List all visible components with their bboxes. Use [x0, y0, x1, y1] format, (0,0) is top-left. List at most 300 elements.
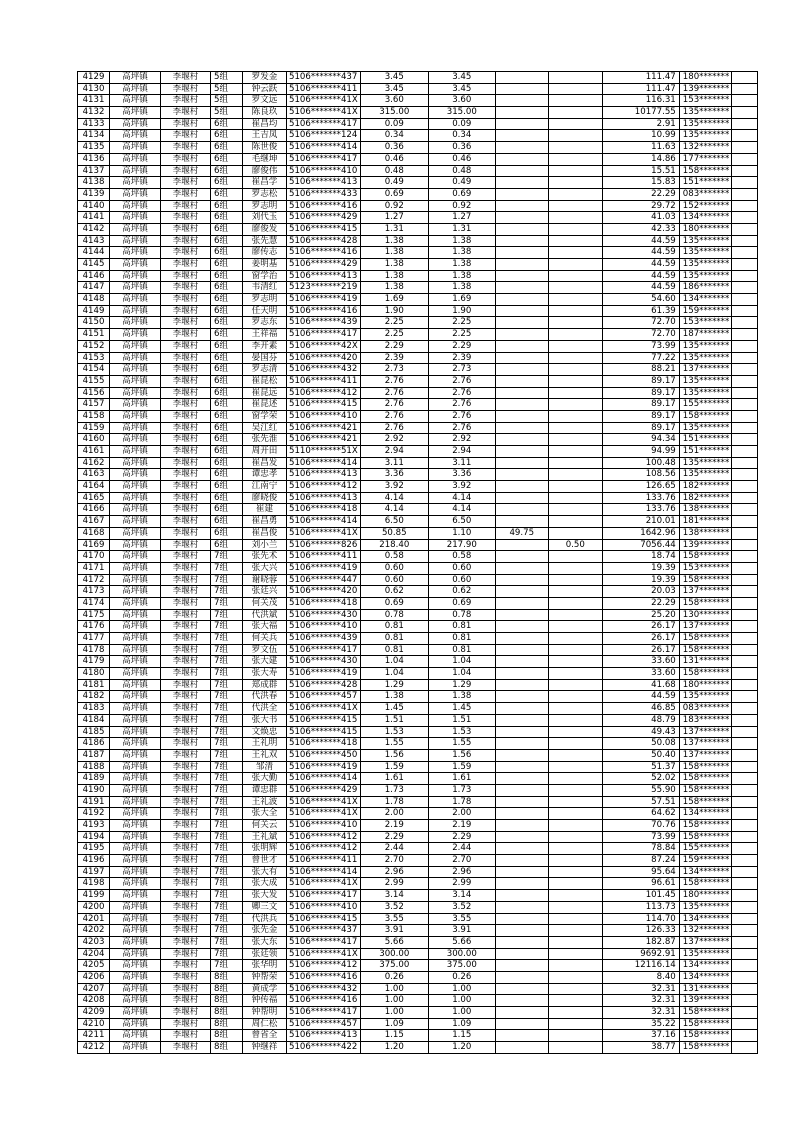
- cell-amount: 96.61: [602, 878, 679, 890]
- table-row: [78, 691, 758, 703]
- cell-group: 8组: [211, 1007, 243, 1019]
- cell-name: 何关云: [243, 820, 287, 832]
- cell-row-index: 4153: [78, 352, 110, 364]
- cell-town: 高坪镇: [110, 551, 161, 563]
- cell-name: 陈世俊: [243, 142, 287, 154]
- cell-phone: 135*******: [679, 235, 731, 247]
- cell-town: 高坪镇: [110, 1042, 161, 1054]
- cell-amount: 32.31: [602, 1007, 679, 1019]
- cell-value-d: [548, 890, 602, 902]
- cell-amount: 100.48: [602, 457, 679, 469]
- cell-town: 高坪镇: [110, 340, 161, 352]
- cell-value-b: 2.96: [428, 866, 495, 878]
- table-row: [78, 317, 758, 329]
- cell-name: 崔建: [243, 504, 287, 516]
- cell-id-number: 5106*******41X: [287, 878, 361, 890]
- cell-value-c: [495, 960, 548, 972]
- cell-value-d: [548, 153, 602, 165]
- cell-id-number: 5106*******417: [287, 153, 361, 165]
- cell-row-index: 4168: [78, 527, 110, 539]
- cell-amount: 51.37: [602, 761, 679, 773]
- cell-value-a: 2.39: [360, 352, 428, 364]
- cell-row-index: 4172: [78, 574, 110, 586]
- cell-town: 高坪镇: [110, 410, 161, 422]
- cell-id-number: 5106*******415: [287, 223, 361, 235]
- cell-blank: [732, 375, 758, 387]
- cell-value-d: [548, 738, 602, 750]
- cell-value-a: 1.59: [360, 761, 428, 773]
- cell-amount: 52.02: [602, 773, 679, 785]
- cell-value-a: 0.60: [360, 574, 428, 586]
- cell-id-number: 5106*******411: [287, 375, 361, 387]
- table-row: [78, 761, 758, 773]
- cell-value-b: 5.66: [428, 936, 495, 948]
- cell-value-c: [495, 95, 548, 107]
- cell-value-c: [495, 1042, 548, 1054]
- cell-value-d: [548, 1042, 602, 1054]
- cell-name: 代洪全: [243, 703, 287, 715]
- cell-value-b: 1.00: [428, 1007, 495, 1019]
- cell-blank: [732, 118, 758, 130]
- cell-blank: [732, 820, 758, 832]
- cell-value-d: [548, 492, 602, 504]
- cell-id-number: 5106*******413: [287, 177, 361, 189]
- cell-value-c: [495, 188, 548, 200]
- cell-value-b: 1.51: [428, 714, 495, 726]
- cell-village: 李堰村: [161, 1018, 211, 1030]
- cell-amount: 54.60: [602, 294, 679, 306]
- table-row: [78, 259, 758, 271]
- cell-group: 6组: [211, 375, 243, 387]
- cell-value-c: [495, 1018, 548, 1030]
- cell-group: 6组: [211, 504, 243, 516]
- cell-value-d: [548, 130, 602, 142]
- cell-town: 高坪镇: [110, 481, 161, 493]
- cell-phone: 159*******: [679, 305, 731, 317]
- cell-village: 李堰村: [161, 971, 211, 983]
- cell-village: 李堰村: [161, 913, 211, 925]
- cell-row-index: 4197: [78, 866, 110, 878]
- cell-row-index: 4149: [78, 305, 110, 317]
- table-row: [78, 434, 758, 446]
- cell-town: 高坪镇: [110, 808, 161, 820]
- cell-phone: 138*******: [679, 504, 731, 516]
- table-row: [78, 340, 758, 352]
- cell-value-b: 2.76: [428, 422, 495, 434]
- cell-value-b: 375.00: [428, 960, 495, 972]
- cell-id-number: 5106*******415: [287, 399, 361, 411]
- cell-blank: [732, 831, 758, 843]
- cell-value-b: 3.55: [428, 913, 495, 925]
- cell-phone: 183*******: [679, 714, 731, 726]
- cell-value-b: 0.46: [428, 153, 495, 165]
- cell-town: 高坪镇: [110, 983, 161, 995]
- cell-value-c: [495, 457, 548, 469]
- cell-blank: [732, 913, 758, 925]
- cell-name: 张先淮: [243, 434, 287, 446]
- cell-group: 7组: [211, 925, 243, 937]
- cell-group: 5组: [211, 95, 243, 107]
- cell-value-c: 49.75: [495, 527, 548, 539]
- cell-group: 6组: [211, 259, 243, 271]
- cell-amount: 101.45: [602, 890, 679, 902]
- cell-id-number: 5106*******421: [287, 422, 361, 434]
- cell-value-c: [495, 317, 548, 329]
- cell-amount: 1642.96: [602, 527, 679, 539]
- cell-group: 7组: [211, 820, 243, 832]
- cell-value-b: 0.81: [428, 633, 495, 645]
- cell-village: 李堰村: [161, 820, 211, 832]
- cell-town: 高坪镇: [110, 212, 161, 224]
- cell-value-a: 3.36: [360, 469, 428, 481]
- cell-name: 郑成群: [243, 679, 287, 691]
- cell-name: 罗志东: [243, 317, 287, 329]
- cell-value-d: [548, 773, 602, 785]
- cell-row-index: 4207: [78, 983, 110, 995]
- cell-phone: 135*******: [679, 130, 731, 142]
- cell-row-index: 4176: [78, 621, 110, 633]
- cell-amount: 37.16: [602, 1030, 679, 1042]
- cell-value-a: 2.73: [360, 364, 428, 376]
- table-row: [78, 971, 758, 983]
- cell-value-a: 2.44: [360, 843, 428, 855]
- cell-value-a: 0.81: [360, 621, 428, 633]
- cell-value-d: [548, 422, 602, 434]
- cell-phone: 151*******: [679, 177, 731, 189]
- cell-value-a: 1.61: [360, 773, 428, 785]
- cell-blank: [732, 714, 758, 726]
- cell-value-a: 3.52: [360, 901, 428, 913]
- cell-group: 7组: [211, 644, 243, 656]
- cell-town: 高坪镇: [110, 142, 161, 154]
- cell-group: 7组: [211, 633, 243, 645]
- cell-group: 7组: [211, 551, 243, 563]
- cell-value-c: [495, 808, 548, 820]
- cell-value-d: [548, 586, 602, 598]
- cell-id-number: 5106*******447: [287, 574, 361, 586]
- cell-id-number: 5106*******437: [287, 72, 361, 84]
- cell-id-number: 5106*******418: [287, 504, 361, 516]
- cell-row-index: 4187: [78, 749, 110, 761]
- cell-phone: 135*******: [679, 948, 731, 960]
- table-row: [78, 609, 758, 621]
- cell-value-d: [548, 714, 602, 726]
- cell-id-number: 5106*******826: [287, 539, 361, 551]
- cell-name: 谭忠孝: [243, 469, 287, 481]
- cell-id-number: 5106*******413: [287, 469, 361, 481]
- cell-town: 高坪镇: [110, 527, 161, 539]
- cell-value-d: [548, 352, 602, 364]
- cell-id-number: 5106*******414: [287, 866, 361, 878]
- cell-amount: 33.60: [602, 668, 679, 680]
- cell-value-c: [495, 925, 548, 937]
- cell-row-index: 4167: [78, 516, 110, 528]
- cell-row-index: 4133: [78, 118, 110, 130]
- cell-name: 曾世才: [243, 855, 287, 867]
- cell-amount: 50.08: [602, 738, 679, 750]
- cell-name: 张廷兴: [243, 586, 287, 598]
- cell-blank: [732, 597, 758, 609]
- cell-row-index: 4141: [78, 212, 110, 224]
- cell-id-number: 5106*******432: [287, 364, 361, 376]
- cell-name: 钟传福: [243, 995, 287, 1007]
- cell-name: 崔昆述: [243, 399, 287, 411]
- cell-value-b: 0.58: [428, 551, 495, 563]
- cell-value-c: [495, 843, 548, 855]
- cell-value-b: 0.60: [428, 574, 495, 586]
- cell-value-a: 0.26: [360, 971, 428, 983]
- cell-village: 李堰村: [161, 948, 211, 960]
- cell-value-d: [548, 726, 602, 738]
- cell-group: 7组: [211, 960, 243, 972]
- cell-row-index: 4185: [78, 726, 110, 738]
- cell-value-b: 1.00: [428, 983, 495, 995]
- cell-name: 文焕忠: [243, 726, 287, 738]
- cell-id-number: 5106*******419: [287, 294, 361, 306]
- cell-value-b: 0.92: [428, 200, 495, 212]
- cell-value-d: [548, 83, 602, 95]
- table-row: [78, 726, 758, 738]
- cell-value-b: 0.69: [428, 597, 495, 609]
- cell-value-b: 3.52: [428, 901, 495, 913]
- cell-village: 李堰村: [161, 773, 211, 785]
- cell-row-index: 4188: [78, 761, 110, 773]
- table-row: [78, 668, 758, 680]
- cell-value-a: 375.00: [360, 960, 428, 972]
- cell-town: 高坪镇: [110, 72, 161, 84]
- cell-row-index: 4175: [78, 609, 110, 621]
- cell-value-b: 0.81: [428, 621, 495, 633]
- table-body: [78, 72, 758, 1054]
- cell-value-d: [548, 223, 602, 235]
- cell-value-c: [495, 516, 548, 528]
- cell-amount: 10.99: [602, 130, 679, 142]
- cell-value-c: [495, 609, 548, 621]
- cell-value-b: 2.29: [428, 340, 495, 352]
- cell-value-b: 0.49: [428, 177, 495, 189]
- table-row: [78, 703, 758, 715]
- cell-group: 7组: [211, 668, 243, 680]
- cell-value-d: [548, 294, 602, 306]
- cell-group: 6组: [211, 434, 243, 446]
- cell-group: 8组: [211, 1018, 243, 1030]
- cell-value-d: [548, 504, 602, 516]
- cell-row-index: 4192: [78, 808, 110, 820]
- cell-town: 高坪镇: [110, 422, 161, 434]
- cell-value-a: 0.69: [360, 188, 428, 200]
- cell-id-number: 5106*******415: [287, 726, 361, 738]
- cell-phone: 132*******: [679, 142, 731, 154]
- cell-village: 李堰村: [161, 212, 211, 224]
- cell-town: 高坪镇: [110, 878, 161, 890]
- cell-id-number: 5106*******422: [287, 1042, 361, 1054]
- cell-amount: 77.22: [602, 352, 679, 364]
- cell-phone: 137*******: [679, 364, 731, 376]
- cell-name: 任天明: [243, 305, 287, 317]
- cell-amount: 22.29: [602, 597, 679, 609]
- cell-phone: 153*******: [679, 562, 731, 574]
- cell-blank: [732, 1042, 758, 1054]
- cell-value-b: 0.36: [428, 142, 495, 154]
- cell-value-a: 2.76: [360, 387, 428, 399]
- cell-village: 李堰村: [161, 983, 211, 995]
- cell-group: 7组: [211, 913, 243, 925]
- cell-value-c: [495, 691, 548, 703]
- cell-id-number: 5106*******412: [287, 481, 361, 493]
- cell-value-d: [548, 142, 602, 154]
- cell-phone: 139*******: [679, 995, 731, 1007]
- cell-value-d: [548, 95, 602, 107]
- cell-value-d: [548, 644, 602, 656]
- cell-value-a: 1.20: [360, 1042, 428, 1054]
- cell-value-c: [495, 107, 548, 119]
- cell-blank: [732, 703, 758, 715]
- cell-village: 李堰村: [161, 270, 211, 282]
- cell-name: 代洪斌: [243, 609, 287, 621]
- cell-value-c: [495, 995, 548, 1007]
- cell-row-index: 4163: [78, 469, 110, 481]
- cell-value-c: [495, 153, 548, 165]
- cell-name: 何关茂: [243, 597, 287, 609]
- cell-value-c: [495, 72, 548, 84]
- cell-town: 高坪镇: [110, 177, 161, 189]
- cell-value-b: 2.76: [428, 387, 495, 399]
- cell-row-index: 4154: [78, 364, 110, 376]
- cell-group: 6组: [211, 527, 243, 539]
- cell-phone: 131*******: [679, 983, 731, 995]
- cell-value-c: [495, 784, 548, 796]
- cell-group: 7组: [211, 656, 243, 668]
- cell-group: 7组: [211, 738, 243, 750]
- cell-name: 张明辉: [243, 843, 287, 855]
- cell-value-b: 3.92: [428, 481, 495, 493]
- cell-village: 李堰村: [161, 936, 211, 948]
- cell-value-a: 1.27: [360, 212, 428, 224]
- cell-group: 6组: [211, 457, 243, 469]
- cell-town: 高坪镇: [110, 679, 161, 691]
- table-row: [78, 492, 758, 504]
- cell-value-c: [495, 890, 548, 902]
- cell-village: 李堰村: [161, 446, 211, 458]
- cell-town: 高坪镇: [110, 901, 161, 913]
- cell-row-index: 4157: [78, 399, 110, 411]
- cell-value-d: [548, 410, 602, 422]
- cell-blank: [732, 516, 758, 528]
- cell-name: 刘小兰: [243, 539, 287, 551]
- cell-value-a: 218.40: [360, 539, 428, 551]
- cell-group: 6组: [211, 340, 243, 352]
- cell-id-number: 5106*******41X: [287, 808, 361, 820]
- cell-amount: 26.17: [602, 621, 679, 633]
- cell-value-b: 1.61: [428, 773, 495, 785]
- cell-value-b: 2.94: [428, 446, 495, 458]
- cell-row-index: 4202: [78, 925, 110, 937]
- cell-town: 高坪镇: [110, 586, 161, 598]
- cell-value-a: 1.15: [360, 1030, 428, 1042]
- cell-amount: 126.65: [602, 481, 679, 493]
- cell-value-b: 1.38: [428, 247, 495, 259]
- cell-village: 李堰村: [161, 142, 211, 154]
- cell-value-d: [548, 761, 602, 773]
- table-row: [78, 364, 758, 376]
- cell-blank: [732, 539, 758, 551]
- table-row: [78, 305, 758, 317]
- cell-value-d: [548, 913, 602, 925]
- cell-name: 张先金: [243, 925, 287, 937]
- cell-value-d: [548, 633, 602, 645]
- cell-value-c: [495, 971, 548, 983]
- cell-value-b: 1.20: [428, 1042, 495, 1054]
- cell-name: 张大有: [243, 866, 287, 878]
- cell-row-index: 4169: [78, 539, 110, 551]
- cell-value-a: 1.29: [360, 679, 428, 691]
- table-row: [78, 597, 758, 609]
- cell-group: 6组: [211, 492, 243, 504]
- cell-row-index: 4143: [78, 235, 110, 247]
- cell-blank: [732, 527, 758, 539]
- cell-town: 高坪镇: [110, 960, 161, 972]
- cell-town: 高坪镇: [110, 200, 161, 212]
- cell-group: 6组: [211, 235, 243, 247]
- cell-row-index: 4186: [78, 738, 110, 750]
- cell-blank: [732, 586, 758, 598]
- cell-id-number: 5106*******429: [287, 212, 361, 224]
- cell-value-d: [548, 551, 602, 563]
- cell-value-c: [495, 492, 548, 504]
- cell-group: 8组: [211, 971, 243, 983]
- cell-amount: 89.17: [602, 410, 679, 422]
- cell-value-b: 0.62: [428, 586, 495, 598]
- cell-value-c: [495, 399, 548, 411]
- cell-name: 李开素: [243, 340, 287, 352]
- cell-id-number: 5106*******410: [287, 621, 361, 633]
- cell-phone: 158*******: [679, 633, 731, 645]
- table-row: [78, 469, 758, 481]
- cell-value-a: 1.38: [360, 691, 428, 703]
- cell-phone: 151*******: [679, 434, 731, 446]
- cell-blank: [732, 317, 758, 329]
- cell-value-d: [548, 820, 602, 832]
- cell-value-d: [548, 329, 602, 341]
- cell-row-index: 4140: [78, 200, 110, 212]
- cell-id-number: 5106*******416: [287, 995, 361, 1007]
- table-row: [78, 212, 758, 224]
- cell-id-number: 5106*******450: [287, 749, 361, 761]
- table-row: [78, 621, 758, 633]
- cell-blank: [732, 481, 758, 493]
- cell-village: 李堰村: [161, 305, 211, 317]
- cell-name: 江南宁: [243, 481, 287, 493]
- cell-row-index: 4156: [78, 387, 110, 399]
- cell-group: 7组: [211, 574, 243, 586]
- cell-town: 高坪镇: [110, 820, 161, 832]
- cell-phone: 158*******: [679, 668, 731, 680]
- cell-value-d: [548, 364, 602, 376]
- cell-value-b: 1.69: [428, 294, 495, 306]
- cell-village: 李堰村: [161, 340, 211, 352]
- cell-amount: 44.59: [602, 282, 679, 294]
- cell-value-a: 1.31: [360, 223, 428, 235]
- cell-value-a: 1.51: [360, 714, 428, 726]
- cell-row-index: 4134: [78, 130, 110, 142]
- cell-name: 张大全: [243, 808, 287, 820]
- cell-value-b: 2.70: [428, 855, 495, 867]
- cell-group: 8组: [211, 1030, 243, 1042]
- cell-amount: 8.40: [602, 971, 679, 983]
- cell-name: 钟帮明: [243, 1007, 287, 1019]
- cell-row-index: 4203: [78, 936, 110, 948]
- cell-group: 8组: [211, 1042, 243, 1054]
